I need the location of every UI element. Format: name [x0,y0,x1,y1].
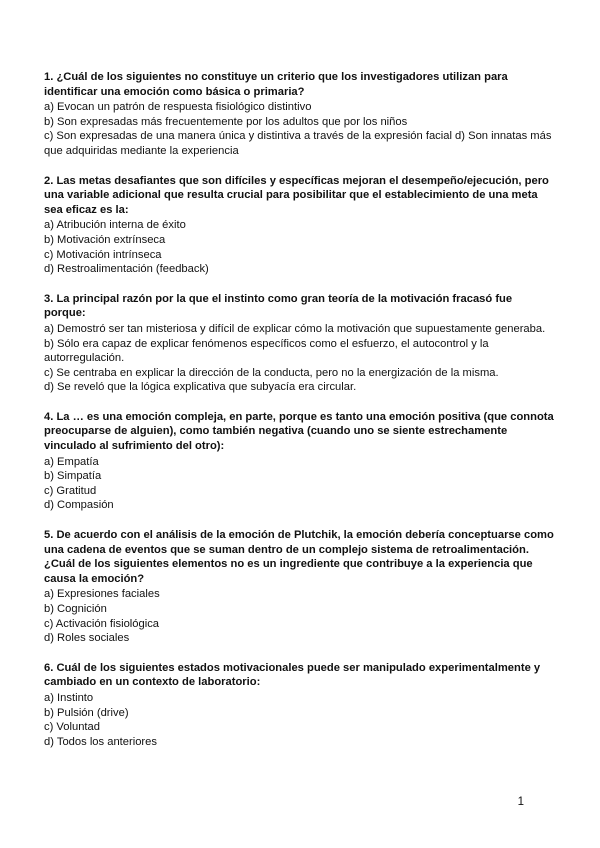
answer-option: c) Activación fisiológica [44,617,160,630]
answer-option: a) Expresiones faciales [44,588,160,601]
question-3 [44,292,556,395]
answer-option: a) Empatía [44,455,99,468]
answer-option: c) Son expresadas de una manera única y distintiva a través de la expresión facial d) Son innatas más que adquiridas mediante la experiencia [44,130,552,157]
answer-option: d) Todos los anteriores [44,735,157,748]
answer-option: d) Restroalimentación (feedback) [44,263,209,276]
answer-option: b) Cognición [44,603,107,615]
question-1 [44,70,556,159]
page-number: 1 [517,796,524,808]
question-4 [44,410,556,513]
answer-option: d) Compasión [44,499,114,512]
document-page [44,70,556,764]
question-text: 1. ¿Cuál de los siguientes no constituye un criterio que los investigadores utilizan para identificar una emoción como básica o primaria? [44,71,508,98]
answer-option: b) Son expresadas más frecuentemente por los adultos que por los niños [44,115,408,128]
answer-option: a) Instinto [44,691,94,704]
answer-option: c) Gratitud [44,484,97,497]
question-2 [44,174,556,277]
question-6 [44,661,556,750]
question-5 [44,528,556,646]
answer-option: c) Se centraba en explicar la dirección de la conducta, pero no la energización de la misma. [44,366,499,379]
answer-option: a) Atribución interna de éxito [44,219,186,232]
answer-option: a) Evocan un patrón de respuesta fisiológico distintivo [44,101,312,114]
question-text: 4. La … es una emoción compleja, en parte, porque es tanto una emoción positiva (que connota preocuparse de alguien), como también negativa (cuando uno se siente estrechamente vinculado al sufrimiento del otro): [44,410,554,453]
question-text: 3. La principal razón por la que el instinto como gran teoría de la motivación fracasó fue porque: [44,292,513,320]
answer-option: b) Simpatía [44,470,102,483]
answer-option: b) Pulsión (drive) [44,706,129,719]
answer-option: c) Motivación intrínseca [44,248,162,261]
question-text: 5. De acuerdo con el análisis de la emoción de Plutchik, la emoción debería conceptuarse como una cadena de eventos que se suman dentro de un complejo sistema de retroalimentación. ¿Cuál de los siguientes elementos no es un ingrediente que contribuye a la experiencia que causa la emoción? [44,529,554,585]
question-text: 2. Las metas desafiantes que son difíciles y específicas mejoran el desempeño/ejecución, pero una variable adicional que resulta crucial para posibilitar que el establecimiento de una meta sea eficaz es la: [44,174,549,216]
answer-option: a) Demostró ser tan misteriosa y difícil de explicar cómo la motivación que supuestamente generaba. [44,322,546,335]
answer-option: d) Roles sociales [44,632,130,645]
question-text: 6. Cuál de los siguientes estados motivacionales puede ser manipulado experimentalmente y cambiado en un contexto de laboratorio: [44,661,541,689]
answer-option: d) Se reveló que la lógica explicativa que subyacía era circular. [44,381,357,394]
answer-option: b) Sólo era capaz de explicar fenómenos específicos como el esfuerzo, el autocontrol y la autorregulación. [44,337,489,365]
answer-option: c) Voluntad [44,721,100,734]
answer-option: b) Motivación extrínseca [44,233,166,246]
